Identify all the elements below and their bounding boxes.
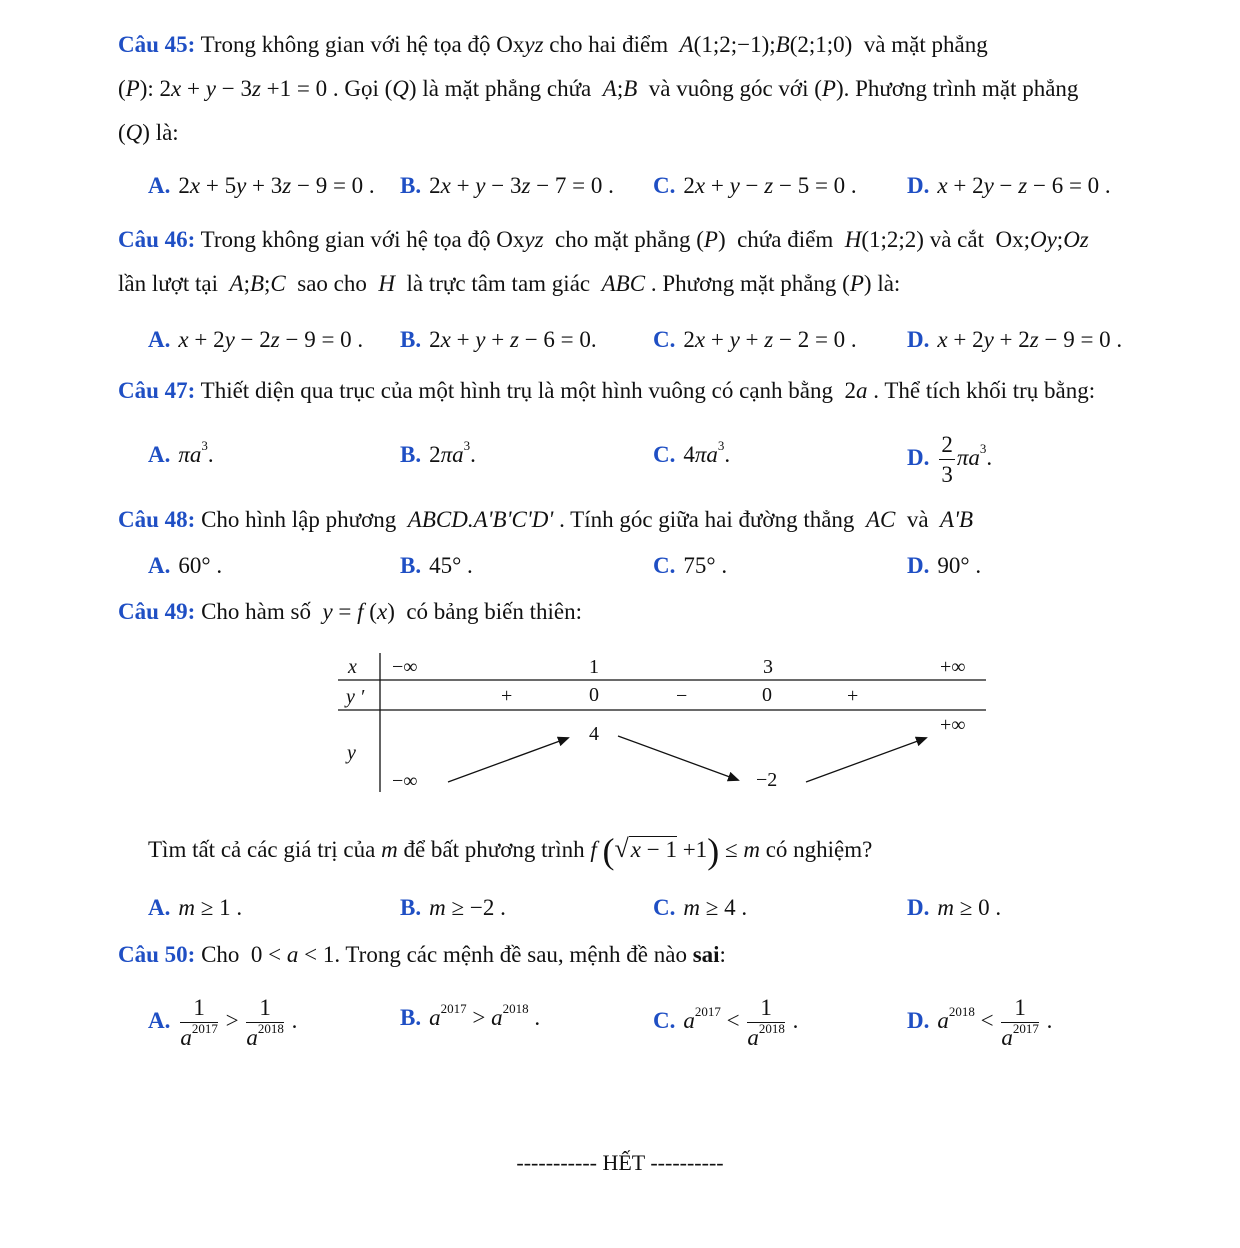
- option-d[interactable]: D. $a^{2018}$ < $\frac{1}{a^{2017}}$ .: [907, 995, 1053, 1050]
- question-47: [118, 369, 1182, 413]
- row-label-x: x: [348, 656, 357, 678]
- option-a[interactable]: A. 60° .: [148, 553, 223, 578]
- y-value: +∞: [940, 714, 966, 736]
- option-d[interactable]: D. x + 2y + 2z − 9 = 0 .: [907, 327, 1123, 352]
- question-46: [118, 218, 1182, 306]
- variation-table: [338, 650, 988, 795]
- option-b[interactable]: B. 2x + y + z − 6 = 0.: [400, 327, 597, 352]
- option-c[interactable]: C. $a^{2017}$ < $\frac{1}{a^{2018}}$ .: [653, 995, 799, 1050]
- x-value: −∞: [392, 656, 418, 678]
- yprime-zero: 0: [589, 684, 599, 706]
- option-a[interactable]: A. 2x + 5y + 3z − 9 = 0 .: [148, 173, 375, 198]
- question-text-line1: Trong không gian với hệ tọa độ Oxyz cho hai điểm A(1;2;−1);B(2;1;0) và mặt phẳng: [200, 32, 988, 57]
- question-48: [118, 498, 1182, 542]
- option-d[interactable]: D. x + 2y − z − 6 = 0 .: [907, 173, 1111, 198]
- question-text-line1: Trong không gian với hệ tọa độ Oxyz cho mặt phẳng (P) chứa điểm H(1;2;2) và cắt Ox;Oy;Oz: [200, 227, 1089, 252]
- option-d[interactable]: D. m ≥ 0 .: [907, 895, 1002, 920]
- question-text-line1: Cho hàm số y = f (x) có bảng biến thiên:: [201, 599, 582, 624]
- question-text-line3: (Q) là:: [118, 120, 179, 145]
- option-c[interactable]: C. 2x + y − z − 5 = 0 .: [653, 173, 857, 198]
- answer-options-45: [148, 164, 1188, 208]
- option-c[interactable]: C. 2x + y + z − 2 = 0 .: [653, 327, 857, 352]
- answer-options-50: [148, 995, 1188, 1050]
- question-label: Câu 46:: [118, 227, 196, 252]
- answer-options-49: [148, 886, 1188, 930]
- question-49: [118, 590, 1182, 634]
- option-d[interactable]: D. $\frac{2}{3}$ $\pi a^3$.: [907, 432, 993, 487]
- y-value: −2: [756, 769, 778, 791]
- question-label: Câu 49:: [118, 599, 196, 624]
- y-value: −∞: [392, 770, 418, 792]
- question-49-prompt: Tìm tất cả các giá trị của m để bất phương trình f (√x − 1 +1) ≤ m có nghiệm?: [148, 831, 873, 871]
- row-label-yprime: y ′: [346, 686, 365, 708]
- question-label: Câu 50:: [118, 942, 196, 967]
- row-label-y: y: [347, 742, 356, 764]
- yprime-sign: +: [847, 685, 859, 707]
- question-text-line2: lần lượt tại A;B;C sao cho H là trực tâm tam giác ABC . Phương mặt phẳng (P) là:: [118, 271, 901, 296]
- increasing-arrow-2: [806, 738, 926, 782]
- question-label: Câu 48:: [118, 507, 196, 532]
- x-value: +∞: [940, 656, 966, 678]
- option-a[interactable]: A. $\frac{1}{a^{2017}}$ > $\frac{1}{a^{2018}}$ .: [148, 995, 298, 1050]
- option-b[interactable]: B. 45° .: [400, 553, 473, 578]
- yprime-sign: −: [676, 685, 688, 707]
- option-b[interactable]: B. m ≥ −2 .: [400, 895, 506, 920]
- option-b[interactable]: B. $a^{2017} > a^{2018}$ .: [400, 1001, 541, 1030]
- x-value: 3: [763, 656, 773, 678]
- question-label: Câu 47:: [118, 378, 196, 403]
- question-text-line2: (P): 2x + y − 3z +1 = 0 . Gọi (Q) là mặt phẳng chứa A;B và vuông góc với (P). Phương trình mặt phẳng: [118, 76, 1079, 101]
- option-c[interactable]: C. m ≥ 4 .: [653, 895, 748, 920]
- increasing-arrow-1: [448, 738, 568, 782]
- decreasing-arrow: [618, 736, 738, 780]
- option-d[interactable]: D. 90° .: [907, 553, 982, 578]
- yprime-zero: 0: [762, 684, 772, 706]
- x-value: 1: [589, 656, 599, 678]
- option-c[interactable]: C. 75° .: [653, 553, 728, 578]
- question-50: [118, 933, 1182, 977]
- yprime-sign: +: [501, 685, 513, 707]
- option-b[interactable]: B. $2\pi a^3$.: [400, 438, 476, 467]
- answer-options-47: [148, 432, 1188, 487]
- answer-options-48: [148, 544, 1188, 588]
- question-text-line1: Cho 0 < a < 1. Trong các mệnh đề sau, mệnh đề nào sai:: [201, 942, 726, 967]
- option-c[interactable]: C. $4\pi a^3$.: [653, 438, 731, 467]
- option-a[interactable]: A. $\pi a^3$.: [148, 438, 214, 467]
- question-text-line1: Thiết diện qua trục của một hình trụ là một hình vuông có cạnh bằng 2a . Thể tích khối trụ bằng:: [200, 378, 1096, 403]
- option-a[interactable]: A. m ≥ 1 .: [148, 895, 243, 920]
- fraction: $\frac{2}{3}$: [941, 432, 953, 487]
- option-a[interactable]: A. x + 2y − 2z − 9 = 0 .: [148, 327, 364, 352]
- question-45: [118, 23, 1182, 155]
- question-text-line1: Cho hình lập phương ABCD.A'B'C'D' . Tính góc giữa hai đường thẳng AC và A'B: [201, 507, 974, 532]
- option-b[interactable]: B. 2x + y − 3z − 7 = 0 .: [400, 173, 614, 198]
- end-marker: ----------- HẾT ----------: [516, 1150, 724, 1175]
- question-label: Câu 45:: [118, 32, 196, 57]
- answer-options-46: [148, 318, 1188, 362]
- variation-table-lines: [338, 650, 988, 795]
- y-value: 4: [589, 723, 599, 745]
